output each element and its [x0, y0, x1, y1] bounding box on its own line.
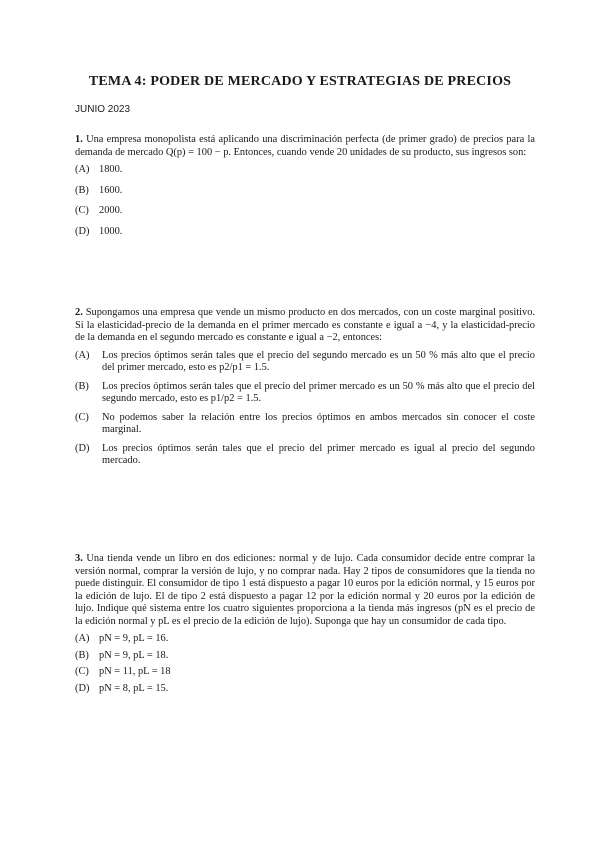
option-label: (A)	[75, 633, 90, 644]
option-d	[75, 443, 535, 468]
option-label: (D)	[75, 442, 90, 454]
option-text: pN = 9, pL = 18.	[99, 649, 169, 661]
option-text: Los precios óptimos serán tales que el precio del primer mercado es igual al precio del segundo mercado.	[102, 442, 535, 466]
option-d	[75, 683, 535, 696]
question-3	[75, 553, 535, 699]
question-1	[75, 134, 535, 246]
option-b	[75, 185, 535, 198]
option-c	[75, 205, 535, 218]
question-number: 2.	[75, 307, 83, 318]
option-label: (B)	[75, 649, 89, 661]
option-c	[75, 412, 535, 437]
option-label: (D)	[75, 682, 90, 694]
question-text: Una tienda vende un libro en dos ediciones: normal y de lujo. Cada consumidor decide entre comprar la versión normal, comprar la versión de lujo, y no comprar nada. Hay 2 tipos de consumidores que la tienda no puede distinguir. El consumidor de tipo 1 está dispuesto a pagar 10 euros por la edición normal, y 15 euros por la edición de lujo. El de tipo 2 está dispuesto a pagar 12 por la edición normal y 20 euros por la edición de lujo. Indique qué sistema entre los cuatro siguientes proporciona a la tienda más ingresos (pN es el precio de la edición normal y pL es el precio de la edición de lujo). Suponga que hay un consumidor de cada tipo.	[75, 553, 535, 627]
option-label: (C)	[75, 411, 89, 423]
question-stem	[75, 553, 535, 628]
option-text: 1800.	[99, 164, 123, 175]
question-stem	[75, 307, 535, 345]
option-label: (C)	[75, 666, 89, 677]
exam-date: JUNIO 2023	[75, 104, 131, 115]
question-text: Una empresa monopolista está aplicando una discriminación perfecta (de primer grado) de precios para la demanda de mercado Q(p) = 100 − p. Entonces, cuando vende 20 unidades de su producto, sus ingresos son:	[75, 134, 535, 158]
question-stem	[75, 134, 535, 159]
question-number: 1.	[75, 134, 83, 145]
option-text: 1000.	[99, 225, 123, 237]
option-label: (C)	[75, 205, 89, 216]
question-text: Supongamos una empresa que vende un mismo producto en dos mercados, con un coste marginal positivo. Si la elasticidad-precio de la demanda en el primer mercado es constante e igual a −4, y la elasticidad-precio de la demanda en el segundo mercado es constante e igual a −2, entonces:	[75, 307, 535, 343]
option-c	[75, 666, 535, 679]
option-label: (A)	[75, 349, 90, 361]
option-text: No podemos saber la relación entre los precios óptimos en ambos mercados sin conocer el coste marginal.	[102, 411, 535, 435]
option-text: 2000.	[99, 205, 123, 216]
option-a	[75, 164, 535, 177]
option-text: Los precios óptimos serán tales que el precio del segundo mercado es un 50 % más alto que el precio del primer mercado, esto es p2/p1 = 1.5.	[102, 349, 535, 373]
option-a	[75, 350, 535, 375]
option-label: (D)	[75, 225, 90, 237]
option-text: 1600.	[99, 184, 123, 196]
option-label: (B)	[75, 380, 89, 392]
option-text: pN = 9, pL = 16.	[99, 633, 169, 644]
document-title: TEMA 4: PODER DE MERCADO Y ESTRATEGIAS DE PRECIOS	[88, 74, 512, 89]
option-a	[75, 633, 535, 646]
option-b	[75, 650, 535, 663]
question-2	[75, 307, 535, 474]
option-text: pN = 8, pL = 15.	[99, 682, 169, 694]
option-b	[75, 381, 535, 406]
option-text: pN = 11, pL = 18	[99, 666, 171, 677]
option-label: (B)	[75, 184, 89, 196]
option-text: Los precios óptimos serán tales que el precio del primer mercado es un 50 % más alto que el precio del segundo mercado, esto es p1/p2 = 1.5.	[102, 380, 535, 404]
option-label: (A)	[75, 164, 90, 175]
option-d	[75, 226, 535, 239]
question-number: 3.	[75, 553, 83, 564]
